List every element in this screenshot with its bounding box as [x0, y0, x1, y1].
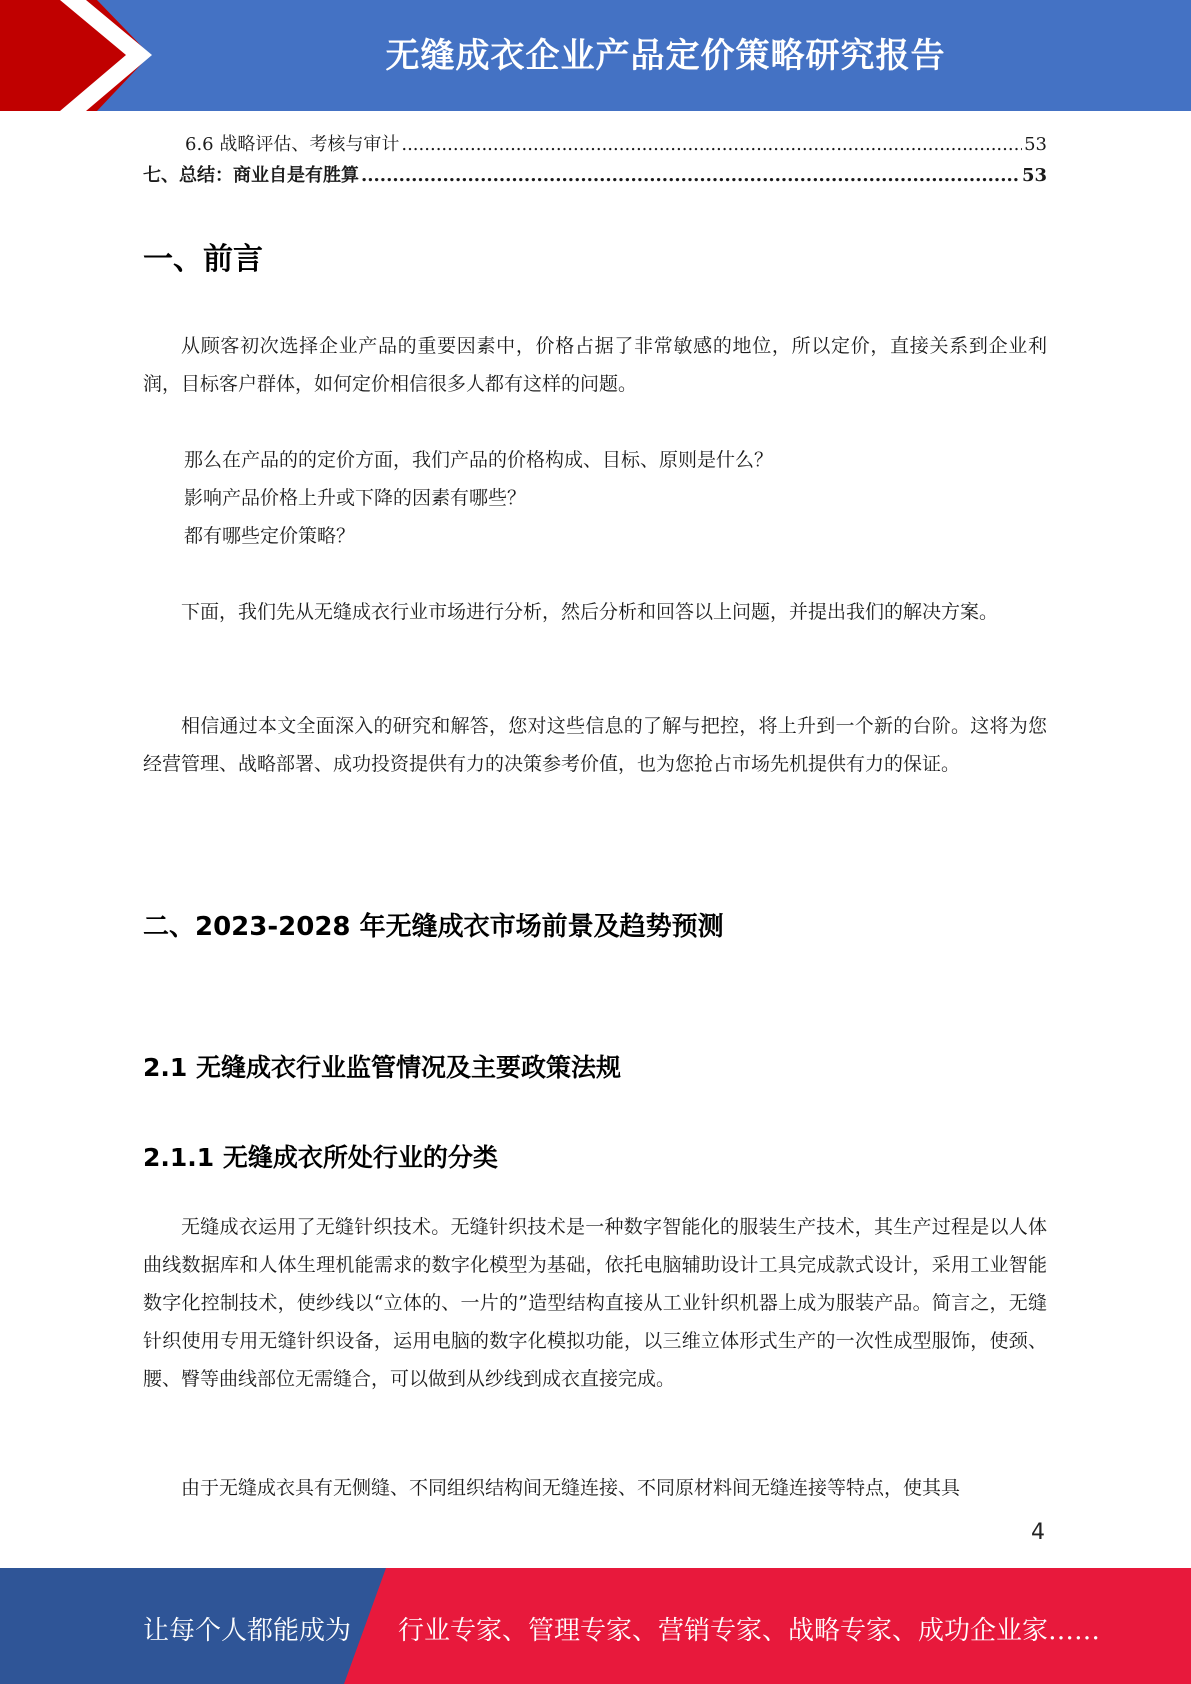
paragraph: 下面，我们先从无缝成衣行业市场进行分析，然后分析和回答以上问题，并提出我们的解决方案。 — [181, 601, 999, 623]
page-number: 4 — [1031, 1520, 1045, 1545]
footer-slogan-left: 让每个人都能成为 — [143, 1616, 352, 1646]
toc-entry[interactable] — [143, 130, 1047, 156]
paragraph: 无缝成衣运用了无缝针织技术。无缝针织技术是一种数字智能化的服装生产技术，其生产过程是以人体曲线数据库和人体生理机能需求的数字化模型为基础，依托电脑辅助设计工具完成款式设计，采用工业智能数字化控制技术，使纱线以“立体的、一片的”造型结构直接从工业针织机器上成为服装产品。简言之，无缝针织使用专用无缝针织设备，运用电脑的数字化模拟功能，以三维立体形式生产的一次性成型服饰，使颈、腰、臀等曲线部位无需缝合，可以做到从纱线到成衣直接完成。 — [143, 1216, 1047, 1390]
section-heading: 一、前言 — [143, 242, 263, 277]
toc-leader — [401, 134, 1022, 155]
toc-entry-page: 53 — [1024, 134, 1047, 155]
subsection-heading: 2.1.1 无缝成衣所处行业的分类 — [143, 1143, 498, 1172]
question-line: 影响产品价格上升或下降的因素有哪些？ — [184, 487, 527, 509]
toc-entry-label: 七、总结：商业自是有胜算 — [143, 165, 359, 186]
report-title: 无缝成衣企业产品定价策略研究报告 — [385, 36, 946, 76]
paragraph: 由于无缝成衣具有无侧缝、不同组织结构间无缝连接、不同原材料间无缝连接等特点，使其具 — [181, 1477, 961, 1499]
toc-entry-label: 6.6 战略评估、考核与审计 — [185, 134, 400, 155]
toc-leader — [361, 165, 1020, 186]
question-line: 那么在产品的的定价方面，我们产品的价格构成、目标、原则是什么？ — [184, 449, 774, 471]
paragraph: 从顾客初次选择企业产品的重要因素中，价格占据了非常敏感的地位，所以定价，直接关系到企业利润，目标客户群体，如何定价相信很多人都有这样的问题。 — [143, 335, 1047, 395]
header-banner — [0, 0, 1191, 111]
section-heading: 二、2023-2028 年无缝成衣市场前景及趋势预测 — [143, 912, 724, 942]
toc-entry-page: 53 — [1021, 165, 1047, 186]
paragraph: 相信通过本文全面深入的研究和解答，您对这些信息的了解与把控，将上升到一个新的台阶。这将为您经营管理、战略部署、成功投资提供有力的决策参考价值，也为您抢占市场先机提供有力的保证。 — [143, 715, 1047, 775]
subsection-heading: 2.1 无缝成衣行业监管情况及主要政策法规 — [143, 1053, 621, 1082]
footer-slogan-right: 行业专家、管理专家、营销专家、战略专家、成功企业家…… — [398, 1616, 1101, 1646]
footer-banner — [0, 1568, 1191, 1684]
question-line: 都有哪些定价策略？ — [184, 525, 356, 547]
toc-entry[interactable] — [143, 161, 1047, 187]
